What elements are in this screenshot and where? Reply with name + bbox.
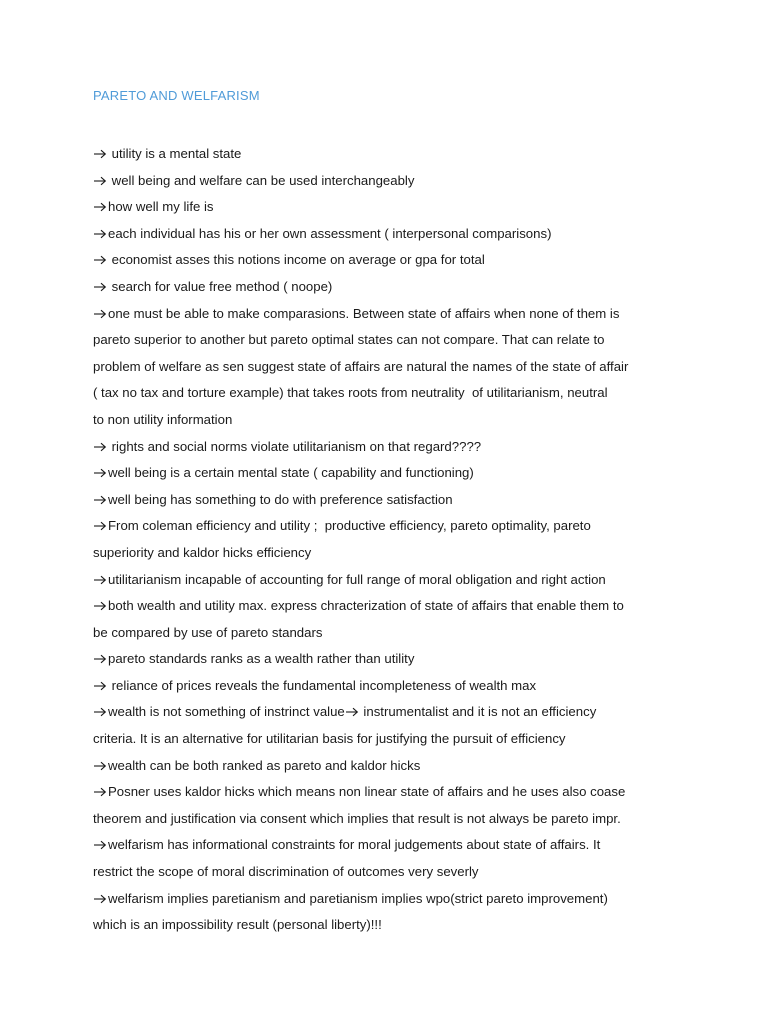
document-line xyxy=(93,779,693,806)
right-arrow-icon xyxy=(93,442,107,452)
line-text: ( tax no tax and torture example) that takes roots from neutrality of utilitarianism, neutral xyxy=(93,385,608,401)
document-line xyxy=(93,620,693,647)
line-text: utility is a mental state xyxy=(108,146,242,161)
document-line xyxy=(93,194,693,221)
right-arrow-icon xyxy=(93,601,107,611)
document-line xyxy=(93,886,693,913)
document-line xyxy=(93,221,693,248)
right-arrow-icon xyxy=(345,707,359,717)
right-arrow-icon xyxy=(93,149,107,159)
document-line xyxy=(93,327,693,354)
line-text: each individual has his or her own assessment ( interpersonal comparisons) xyxy=(108,225,552,241)
document-line xyxy=(93,301,693,328)
line-text: theorem and justification via consent which implies that result is not always be pareto impr. xyxy=(93,810,621,826)
document-line xyxy=(93,540,693,567)
line-text: one must be able to make comparasions. Between state of affairs when none of them is xyxy=(108,305,620,321)
document-line xyxy=(93,141,693,168)
document-line xyxy=(93,168,693,195)
right-arrow-icon xyxy=(93,255,107,265)
right-arrow-icon xyxy=(93,575,107,585)
line-text: rights and social norms violate utilitarianism on that regard???? xyxy=(108,438,482,454)
document-line xyxy=(93,434,693,461)
right-arrow-icon xyxy=(93,654,107,664)
line-text: to non utility information xyxy=(93,411,233,427)
right-arrow-icon xyxy=(93,309,107,319)
line-text: wealth can be both ranked as pareto and kaldor hicks xyxy=(108,757,421,773)
line-text: be compared by use of pareto standars xyxy=(93,624,323,640)
line-text: restrict the scope of moral discrimination of outcomes very severly xyxy=(93,864,479,880)
right-arrow-icon xyxy=(93,894,107,904)
line-text: well being has something to do with preference satisfaction xyxy=(108,491,453,507)
right-arrow-icon xyxy=(93,176,107,186)
document-line xyxy=(93,380,693,407)
right-arrow-icon xyxy=(93,521,107,531)
line-text: search for value free method ( noope) xyxy=(108,278,333,294)
line-text: Posner uses kaldor hicks which means non linear state of affairs and he uses also coase xyxy=(108,784,626,800)
document-line xyxy=(93,726,693,753)
line-text: criteria. It is an alternative for utilitarian basis for justifying the pursuit of efficiency xyxy=(93,731,566,747)
document-line xyxy=(93,460,693,487)
right-arrow-icon xyxy=(93,282,107,292)
document-line xyxy=(93,247,693,274)
document-line xyxy=(93,407,693,434)
document-line xyxy=(93,699,693,726)
document-line xyxy=(93,646,693,673)
document-line xyxy=(93,567,693,594)
right-arrow-icon xyxy=(93,787,107,797)
line-text: pareto standards ranks as a wealth rather than utility xyxy=(108,651,415,667)
right-arrow-icon xyxy=(93,761,107,771)
right-arrow-icon xyxy=(93,681,107,691)
line-text: both wealth and utility max. express chracterization of state of affairs that enable them to xyxy=(108,598,624,614)
line-text: which is an impossibility result (personal liberty)!!! xyxy=(93,917,382,933)
document-line xyxy=(93,832,693,859)
document-body xyxy=(93,141,693,939)
line-text: economist asses this notions income on average or gpa for total xyxy=(108,252,485,268)
line-text: well being and welfare can be used interchangeably xyxy=(108,172,415,188)
right-arrow-icon xyxy=(93,202,107,212)
line-text: wealth is not something of instrinct value xyxy=(108,704,345,720)
document-line xyxy=(93,859,693,886)
line-text: problem of welfare as sen suggest state of affairs are natural the names of the state of affair xyxy=(93,358,629,374)
line-text: welfarism implies paretianism and paretianism implies wpo(strict pareto improvement) xyxy=(108,890,608,906)
document-line xyxy=(93,912,693,939)
document-line xyxy=(93,487,693,514)
line-text: welfarism has informational constraints for moral judgements about state of affairs. It xyxy=(108,837,601,853)
line-text: how well my life is xyxy=(108,199,214,215)
right-arrow-icon xyxy=(93,840,107,850)
line-text: From coleman efficiency and utility ; productive efficiency, pareto optimality, pareto xyxy=(108,518,591,534)
line-text: reliance of prices reveals the fundamental incompleteness of wealth max xyxy=(108,677,537,693)
document-line xyxy=(93,673,693,700)
document-line xyxy=(93,354,693,381)
right-arrow-icon xyxy=(93,468,107,478)
document-title: PARETO AND WELFARISM xyxy=(93,88,260,103)
document-line xyxy=(93,753,693,780)
line-text: utilitarianism incapable of accounting for full range of moral obligation and right action xyxy=(108,571,606,587)
line-text: well being is a certain mental state ( capability and functioning) xyxy=(108,465,474,481)
line-text: superiority and kaldor hicks efficiency xyxy=(93,544,312,560)
line-text: pareto superior to another but pareto optimal states can not compare. That can relate to xyxy=(93,332,605,348)
right-arrow-icon xyxy=(93,229,107,239)
document-line xyxy=(93,806,693,833)
document-line xyxy=(93,593,693,620)
document-line xyxy=(93,513,693,540)
document-line xyxy=(93,274,693,301)
right-arrow-icon xyxy=(93,707,107,717)
line-text: instrumentalist and it is not an efficiency xyxy=(359,704,597,720)
right-arrow-icon xyxy=(93,495,107,505)
